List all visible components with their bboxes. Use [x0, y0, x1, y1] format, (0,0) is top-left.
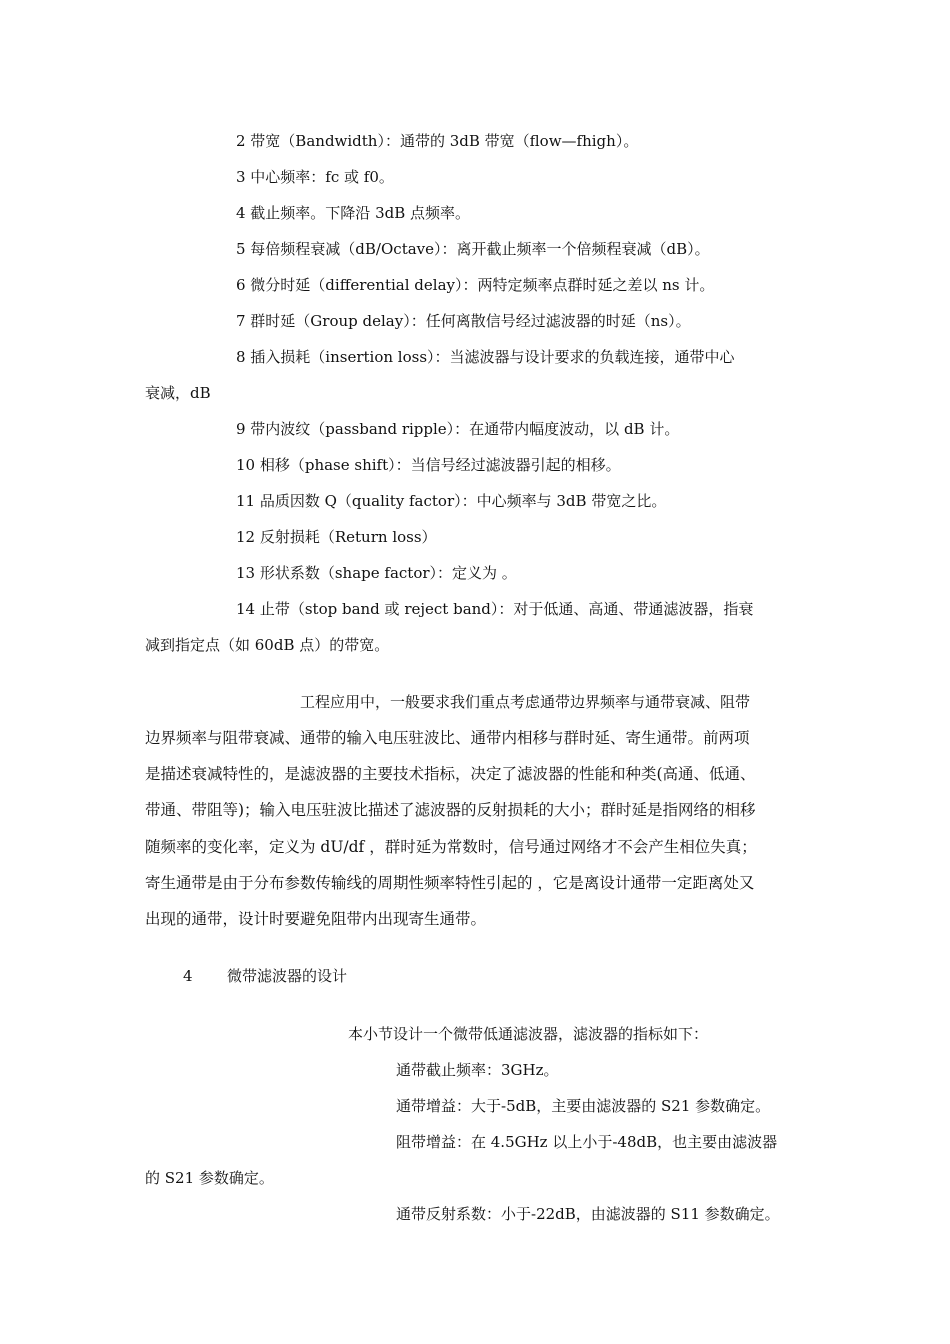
list-item-center-frequency: 3 中心频率：fc 或 f0。	[236, 168, 394, 186]
paragraph-line: 寄生通带是由于分布参数传输线的周期性频率特性引起的 ，它是离设计通带一定距离处又	[145, 874, 755, 892]
section-intro: 本小节设计一个微带低通滤波器，滤波器的指标如下：	[348, 1025, 709, 1043]
spec-passband-reflection: 通带反射系数：小于-22dB，由滤波器的 S11 参数确定。	[396, 1205, 780, 1223]
paragraph-line: 随频率的变化率，定义为 dU/df ，群时延为常数时，信号通过网络才不会产生相位失真；	[145, 838, 757, 856]
list-item-return-loss: 12 反射损耗（Return loss）	[236, 528, 437, 546]
spec-stopband-gain: 阻带增益：在 4.5GHz 以上小于-48dB，也主要由滤波器	[396, 1133, 778, 1151]
list-item-bandwidth: 2 带宽（Bandwidth）：通带的 3dB 带宽（flow—fhigh）。	[236, 132, 639, 150]
list-item-insertion-loss: 8 插入损耗（insertion loss）：当滤波器与设计要求的负载连接，通带中心	[236, 348, 735, 366]
paragraph-line: 带通、带阻等)；输入电压驻波比描述了滤波器的反射损耗的大小；群时延是指网络的相移	[145, 801, 756, 819]
list-item-shape-factor: 13 形状系数（shape factor）：定义为 。	[236, 564, 517, 582]
list-item-passband-ripple: 9 带内波纹（passband ripple）：在通带内幅度波动，以 dB 计。	[236, 420, 680, 438]
paragraph-line: 出现的通带，设计时要避免阻带内出现寄生通带。	[145, 910, 487, 928]
list-item-phase-shift: 10 相移（phase shift）：当信号经过滤波器引起的相移。	[236, 456, 621, 474]
list-item-stop-band: 14 止带（stop band 或 reject band）：对于低通、高通、带通滤波器，指衰	[236, 600, 754, 618]
list-item-quality-factor: 11 品质因数 Q（quality factor）：中心频率与 3dB 带宽之比。	[236, 492, 667, 510]
paragraph-line: 工程应用中，一般要求我们重点考虑通带边界频率与通带衰减、阻带	[300, 693, 751, 711]
list-item-group-delay: 7 群时延（Group delay）：任何离散信号经过滤波器的时延（ns）。	[236, 312, 691, 330]
spec-passband-cutoff: 通带截止频率：3GHz。	[396, 1061, 559, 1079]
list-item-stop-band-continued: 减到指定点（如 60dB 点）的带宽。	[145, 636, 390, 654]
spec-passband-gain: 通带增益：大于-5dB，主要由滤波器的 S21 参数确定。	[396, 1097, 771, 1115]
paragraph-line: 是描述衰减特性的，是滤波器的主要技术指标，决定了滤波器的性能和种类(高通、低通、	[145, 765, 756, 783]
list-item-cutoff-frequency: 4 截止频率。下降沿 3dB 点频率。	[236, 204, 471, 222]
spec-stopband-gain-continued: 的 S21 参数确定。	[145, 1169, 274, 1187]
paragraph-line: 边界频率与阻带衰减、通带的输入电压驻波比、通带内相移与群时延、寄生通带。前两项	[145, 729, 750, 747]
list-item-octave-attenuation: 5 每倍频程衰减（dB/Octave）：离开截止频率一个倍频程衰减（dB）。	[236, 240, 710, 258]
list-item-differential-delay: 6 微分时延（differential delay）：两特定频率点群时延之差以 ns 计。	[236, 276, 715, 294]
section-title: 微带滤波器的设计	[227, 967, 348, 985]
list-item-insertion-loss-continued: 衰减，dB	[145, 384, 211, 402]
section-number: 4	[183, 967, 193, 985]
